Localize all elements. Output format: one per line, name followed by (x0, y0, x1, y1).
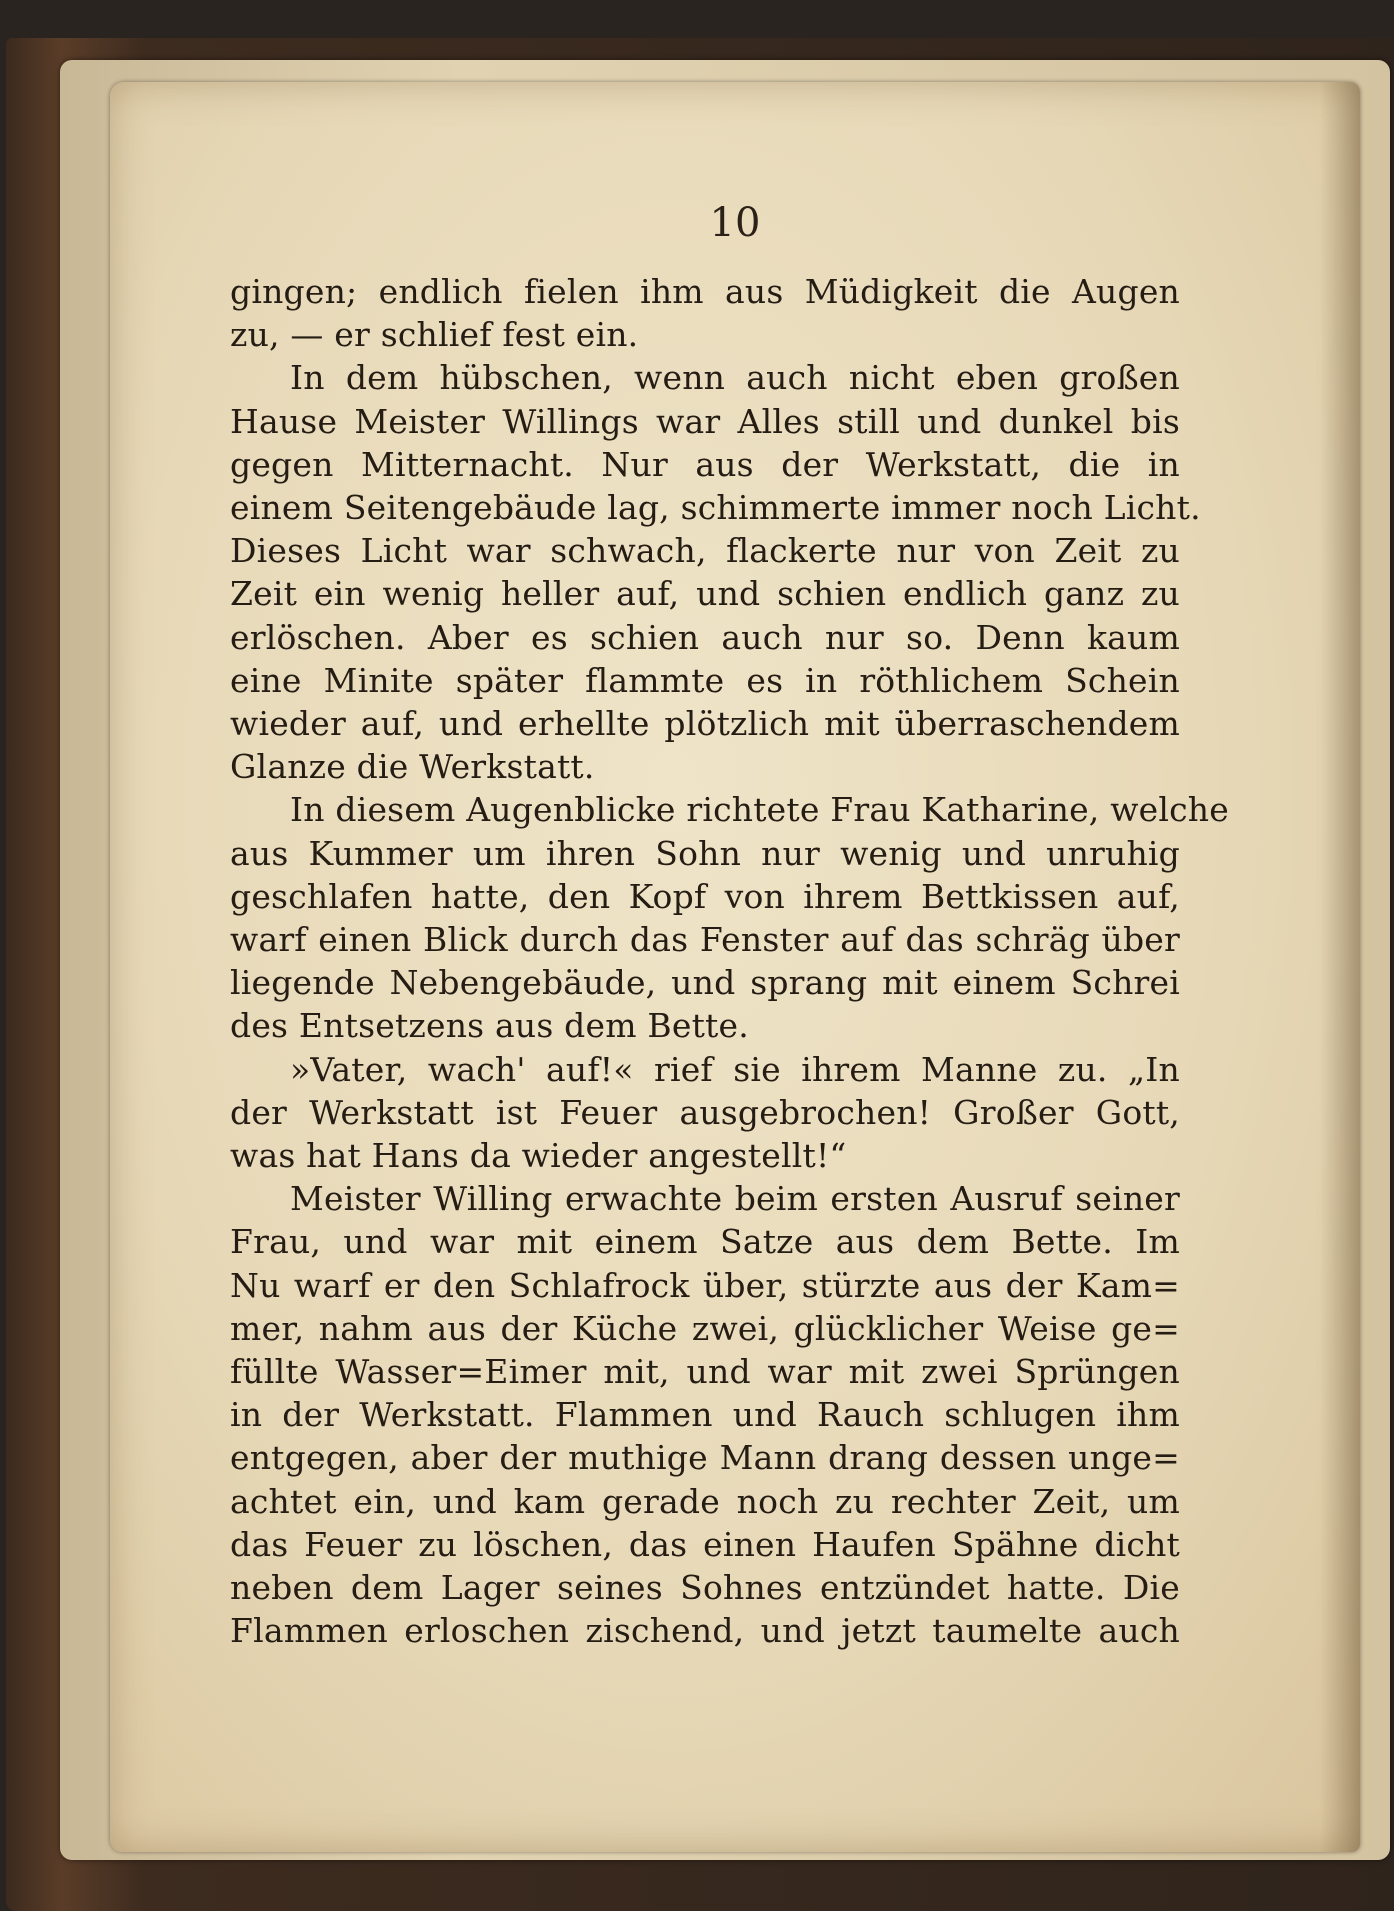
text-line: Glanze die Werkstatt. (230, 747, 595, 787)
page-gutter-shadow (1320, 82, 1360, 1852)
text-line: Dieses Licht war schwach, flackerte nur von Zeit zu (230, 531, 1180, 571)
text-line: neben dem Lager seines Sohnes entzündet hatte. Die (230, 1568, 1180, 1608)
text-line: füllte Wasser=Eimer mit, und war mit zwei Sprüngen (230, 1352, 1180, 1392)
text-line: eine Minite später flammte es in röthlichem Schein (230, 660, 1180, 700)
text-line: erlöschen. Aber es schien auch nur so. Denn kaum (230, 617, 1180, 657)
text-line: Nu warf er den Schlafrock über, stürzte aus der Kam= (230, 1265, 1180, 1305)
text-line: mer, nahm aus der Küche zwei, glücklicher Weise ge= (230, 1308, 1180, 1348)
text-line: »Vater, wach' auf!« rief sie ihrem Manne zu. „In (290, 1049, 1180, 1089)
text-line: Flammen erloschen zischend, und jetzt taumelte auch (230, 1611, 1180, 1651)
page-number: 10 (709, 200, 761, 246)
text-line: wieder auf, und erhellte plötzlich mit überraschendem (230, 704, 1180, 744)
text-line: geschlafen hatte, den Kopf von ihrem Bettkissen auf, (230, 876, 1180, 916)
text-line: aus Kummer um ihren Sohn nur wenig und unruhig (230, 833, 1180, 873)
text-line: In diesem Augenblicke richtete Frau Katharine, welche (290, 790, 1229, 830)
text-line: einem Seitengebäude lag, schimmerte immer noch Licht. (230, 488, 1201, 528)
text-line: gegen Mitternacht. Nur aus der Werkstatt, die in (230, 444, 1180, 484)
text-line: liegende Nebengebäude, und sprang mit einem Schrei (230, 963, 1180, 1003)
text-line: der Werkstatt ist Feuer ausgebrochen! Großer Gott, (230, 1092, 1180, 1132)
page-text (230, 270, 1229, 1653)
text-line: gingen; endlich fielen ihm aus Müdigkeit die Augen (230, 272, 1180, 311)
text-line: Frau, und war mit einem Satze aus dem Bette. Im (230, 1222, 1180, 1262)
text-line: zu, — er schlief fest ein. (230, 315, 639, 355)
text-line: achtet ein, und kam gerade noch zu rechter Zeit, um (230, 1481, 1180, 1521)
text-line: entgegen, aber der muthige Mann drang dessen unge= (230, 1438, 1180, 1478)
text-line: des Entsetzens aus dem Bette. (230, 1006, 749, 1046)
text-line: warf einen Blick durch das Fenster auf das schräg über (230, 920, 1180, 960)
text-line: in der Werkstatt. Flammen und Rauch schlugen ihm (230, 1395, 1180, 1435)
text-line: das Feuer zu löschen, das einen Haufen Spähne dicht (230, 1524, 1180, 1564)
text-line: Zeit ein wenig heller auf, und schien endlich ganz zu (230, 574, 1180, 614)
text-line: Meister Willing erwachte beim ersten Ausruf seiner (290, 1179, 1180, 1219)
text-line: Hause Meister Willings war Alles still und dunkel bis (230, 401, 1180, 441)
text-line: was hat Hans da wieder angestellt!“ (230, 1136, 847, 1176)
text-line: In dem hübschen, wenn auch nicht eben großen (290, 358, 1180, 398)
book-page (110, 82, 1360, 1852)
